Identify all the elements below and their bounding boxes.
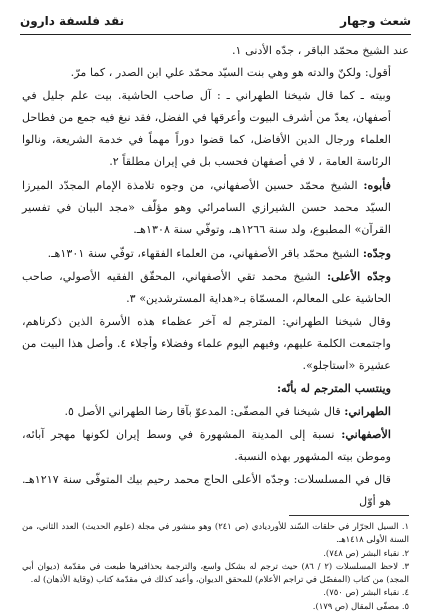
bold-lead: الطهراني: [344,403,391,418]
paragraph: وينتسب المترجم له بأنّه: [277,381,391,396]
paragraph: الأصفهاني: نسبة إلى المدينة المشهورة في وسط إيران لكونها مهجر آبائه، وموطن بيته المشهور بهذه النسبة. [22,427,391,464]
footnotes [22,520,409,613]
bold-lead: الأصفهاني: [341,427,391,442]
main-text [22,40,409,513]
footnote: ٥. مصفّى المقال (ص ١٧٩). [312,600,409,611]
paragraph: قال في المسلسلات: وجدّه الأعلى الحاج محمد رحيم بيك المتوفّى سنة ١٢١٧هـ. هو أوّل [22,472,391,508]
paragraph: فأبوه: الشيخ محمّد حسين الأصفهاني، من وجوه تلامذة الإمام المجدّد الميرزا السيّد محمد حسن الشيرازي السامرائي وهو مؤلّف «مجد البيان في تفسير القرآن» المطبوع، ولد سنة ١٢٦٦هـ، وتوفّي سنة ١٣٠٨هـ. [22,177,391,237]
bold-lead: وجدّه الأعلى: [326,268,391,283]
bold-lead: وجدّه: [362,245,391,260]
paragraph: الطهراني: قال شيخنا في المصفّى: المدعوّ بآقا رضا الطهراني الأصل ٥. [64,403,391,418]
paragraph: وجدّه الأعلى: الشيخ محمد تقي الأصفهاني، المحقّق الفقيه الأصولي، صاحب الحاشية على المعالم، المسمّاة بـ«هداية المسترشدين» ٣. [22,268,391,306]
footnote: ٣. لاحظ المسلسلات (٢ / ٨٦) حيث ترجم له بشكل واسع، والترجمة بحذافيرها طبعت في مقدّمة (ديوان أبي المجد) من كتاب (المفصّل في تراجم الأعلام) للمحقق الديوان، وأعيد كذلك في مقدّمة كتاب (وقاية الأذهان) له. [22,560,409,585]
running-head: نقد فلسفة دارون [20,14,125,28]
book-title: شعث وجهار [340,14,411,28]
paragraph: وقال شيخنا الطهراني: المترجم له آخر عظماء هذه الأسرة الذين ذكرناهم، واجتمعت الكلمة عليهم، وفيهم اليوم علماء وفضلاء وأجلاء ٤. وأصل هذا البيت من عشيرة «استاجلو». [22,314,391,373]
footnote: ١. السيل الجرّار في حلقات السّند للأورديادي (ص ٢٤١) وهو منشور في مجلة (علوم الحديث) العدد الثاني، من السنة الأولى ١٤١٨هـ. [22,521,409,545]
paragraph: أقول: ولكنّ والدته هو وهي بنت السيّد محمّد علي ابن الصدر ، كما مرّ. [70,66,391,80]
footnote-rule [289,515,409,516]
header-rule [20,34,411,35]
page-header [20,12,411,30]
paragraph: وبيته ـ كما قال شيخنا الطهراني ـ : آل صاحب الحاشية. بيت علم جليل في أصفهان، يعدّ من أشرف البيوت وأعرقها في الفضل، فقد نبغ فيه جمع من فطاحل العلماء ورجال الدين الأفاضل، كما قضوا دوراً مهماً في خدمة الشريعة، ونالوا الرئاسة العامة ، لا في أصفهان فحسب بل في إيران مطلقاً ٢. [22,88,391,169]
footnote: ٤. نقباء البشر (ص ٧٥٠). [323,587,409,598]
footnote: ٢. نقباء البشر (ص ٧٤٨). [323,547,409,558]
bold-lead: فأبوه: [363,177,391,192]
paragraph: عند الشيخ محمّد الباقر ، جدّه الأدنى ١. [231,44,409,57]
paragraph: وجدّه: الشيخ محمّد باقر الأصفهاني، من العلماء الفقهاء، توفّي سنة ١٣٠١هـ. [47,245,391,260]
